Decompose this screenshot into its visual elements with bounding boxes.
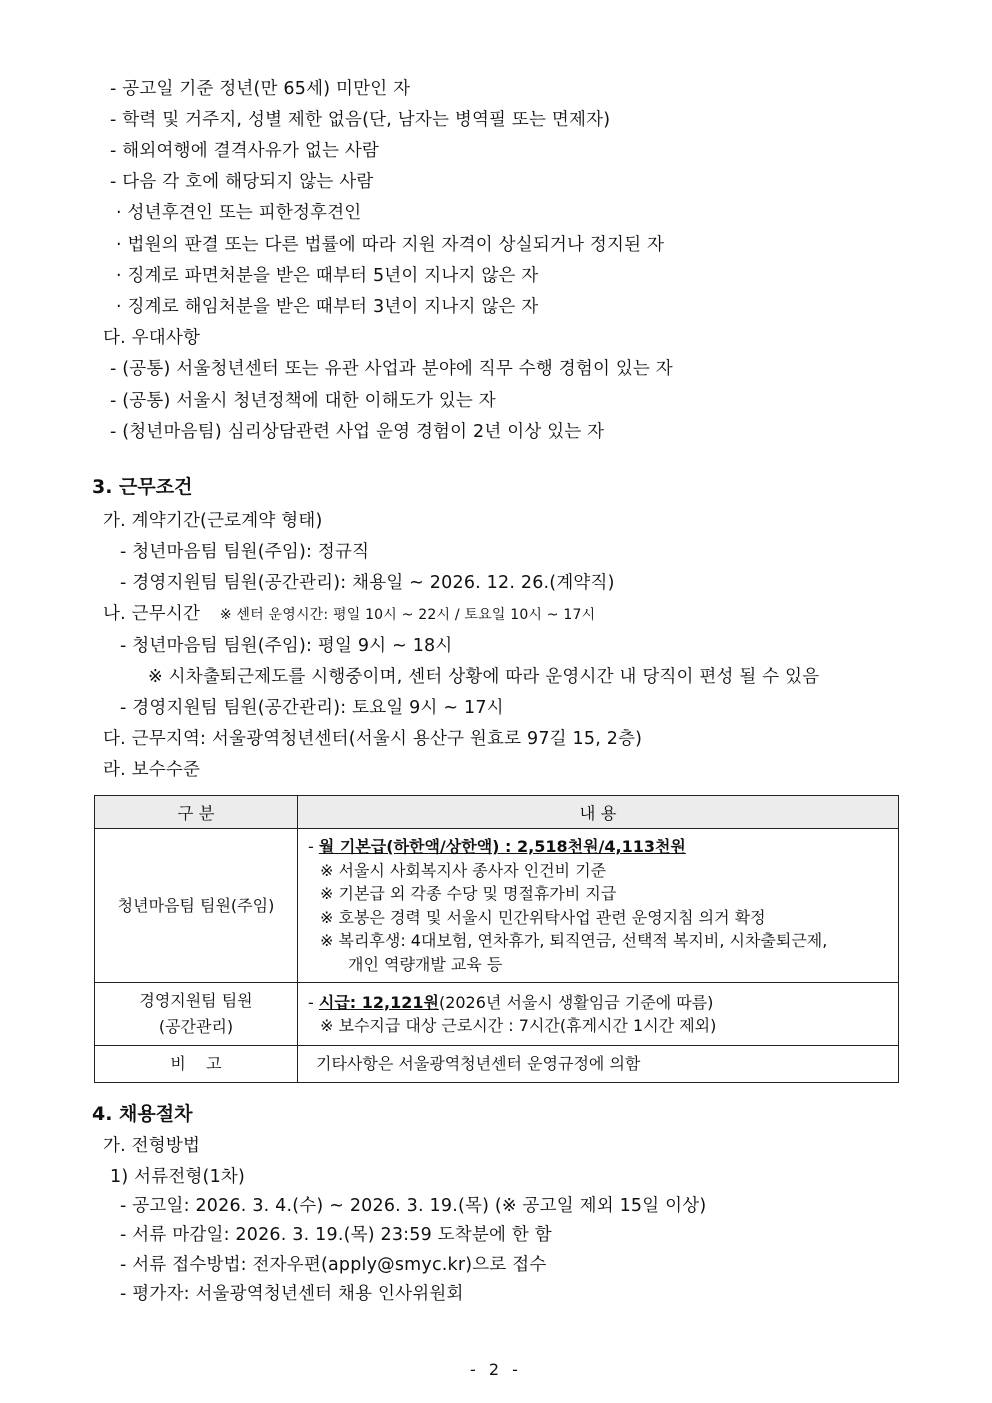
subsection-title: 다. 근무지역: 서울광역청년센터(서울시 용산구 원효로 97길 15, 2층)	[103, 729, 643, 749]
list-item: - 공고일 기준 정년(만 65세) 미만인 자	[110, 79, 411, 99]
list-item: - 청년마음팀 팀원(주임): 평일 9시 ~ 18시	[120, 636, 453, 656]
list-item: - 평가자: 서울광역청년센터 채용 인사위원회	[120, 1284, 464, 1304]
subsection-title: 가. 계약기간(근로계약 형태)	[103, 511, 323, 531]
list-item: · 법원의 판결 또는 다른 법률에 따라 지원 자격이 상실되거나 정지된 자	[116, 235, 665, 255]
list-item: - 서류 접수방법: 전자우편(apply@smyc.kr)으로 접수	[120, 1255, 547, 1275]
note-line: ※ 서울시 사회복지사 종사자 인건비 기준	[320, 860, 607, 880]
wage-basis: (2026년 서울시 생활임금 기준에 따름)	[438, 992, 714, 1012]
monthly-salary: 월 기본급(하한액/상한액) : 2,518천원/4,113천원	[318, 837, 686, 856]
subsection-title: 라. 보수수준	[103, 760, 201, 780]
list-item: - 해외여행에 결격사유가 없는 사람	[110, 141, 380, 161]
note-line: ※ 호봉은 경력 및 서울시 민간위탁사업 관련 운영지침 의거 확정	[320, 907, 766, 927]
list-item: - 다음 각 호에 해당되지 않는 사람	[110, 172, 374, 192]
row-content	[298, 983, 899, 1046]
list-item: - 학력 및 거주지, 성별 제한 없음(단, 남자는 병역필 또는 면제자)	[110, 110, 611, 130]
subsection-title	[103, 603, 595, 626]
list-item: - 서류 마감일: 2026. 3. 19.(목) 23:59 도착분에 한 함	[120, 1225, 552, 1245]
note-line: ※ 시차출퇴근제도를 시행중이며, 센터 상황에 따라 운영시간 내 당직이 편성 될 수 있음	[148, 667, 820, 687]
row-label-line: 경영지원팀 팀원	[139, 991, 253, 1010]
table-header-category: 구 분	[95, 796, 298, 829]
pay-table	[94, 795, 899, 1083]
list-item: 1) 서류전형(1차)	[110, 1167, 246, 1187]
list-item: · 징계로 해임처분을 받은 때부터 3년이 지나지 않은 자	[116, 297, 539, 317]
work-hours-label: 나. 근무시간	[103, 604, 201, 624]
table-header-content: 내 용	[298, 796, 899, 829]
list-item: · 징계로 파면처분을 받은 때부터 5년이 지나지 않은 자	[116, 266, 539, 286]
list-item: - 경영지원팀 팀원(공간관리): 토요일 9시 ~ 17시	[120, 698, 504, 718]
page-number: - 2 -	[470, 1360, 522, 1379]
section-heading: 3. 근무조건	[92, 476, 193, 498]
list-item: - (공통) 서울시 청년정책에 대한 이해도가 있는 자	[110, 391, 496, 411]
table-row	[95, 1046, 899, 1083]
list-item: - (공통) 서울청년센터 또는 유관 사업과 분야에 직무 수행 경험이 있는 자	[110, 359, 673, 379]
table-row	[95, 983, 899, 1046]
row-label: 비 고	[95, 1046, 298, 1083]
subsection-title: 가. 전형방법	[103, 1136, 201, 1156]
list-item: - 청년마음팀 팀원(주임): 정규직	[120, 542, 370, 562]
note-line: 개인 역량개발 교육 등	[348, 954, 503, 974]
hourly-wage: 시급: 12,121원	[318, 992, 439, 1012]
list-item: - (청년마음팀) 심리상담관련 사업 운영 경험이 2년 이상 있는 자	[110, 422, 605, 442]
operating-hours-note: ※ 센터 운영시간: 평일 10시 ~ 22시 / 토요일 10시 ~ 17시	[219, 607, 596, 623]
row-content	[298, 829, 899, 983]
row-content: 기타사항은 서울광역청년센터 운영규정에 의함	[298, 1046, 899, 1083]
note-line: ※ 기본급 외 각종 수당 및 명절휴가비 지급	[320, 884, 617, 903]
list-item: - 경영지원팀 팀원(공간관리): 채용일 ~ 2026. 12. 26.(계약직)	[120, 573, 615, 593]
table-header-row	[95, 796, 899, 829]
list-item: - 공고일: 2026. 3. 4.(수) ~ 2026. 3. 19.(목) (※ 공고일 제외 15일 이상)	[120, 1196, 707, 1216]
row-label-line: (공간관리)	[158, 1017, 234, 1036]
table-row	[95, 829, 899, 983]
bullet-dash: -	[308, 837, 319, 856]
subsection-title: 다. 우대사항	[103, 328, 201, 348]
row-label	[95, 983, 298, 1046]
list-item: · 성년후견인 또는 피한정후견인	[116, 203, 362, 223]
note-line: ※ 복리후생: 4대보험, 연차휴가, 퇴직연금, 선택적 복지비, 시차출퇴근제,	[320, 931, 828, 950]
row-label: 청년마음팀 팀원(주임)	[95, 829, 298, 983]
note-line: ※ 보수지급 대상 근로시간 : 7시간(휴게시간 1시간 제외)	[320, 1016, 717, 1035]
section-heading: 4. 채용절차	[92, 1103, 193, 1125]
salary-line	[308, 835, 890, 859]
salary-line	[308, 991, 890, 1015]
bullet-dash: -	[308, 992, 319, 1012]
